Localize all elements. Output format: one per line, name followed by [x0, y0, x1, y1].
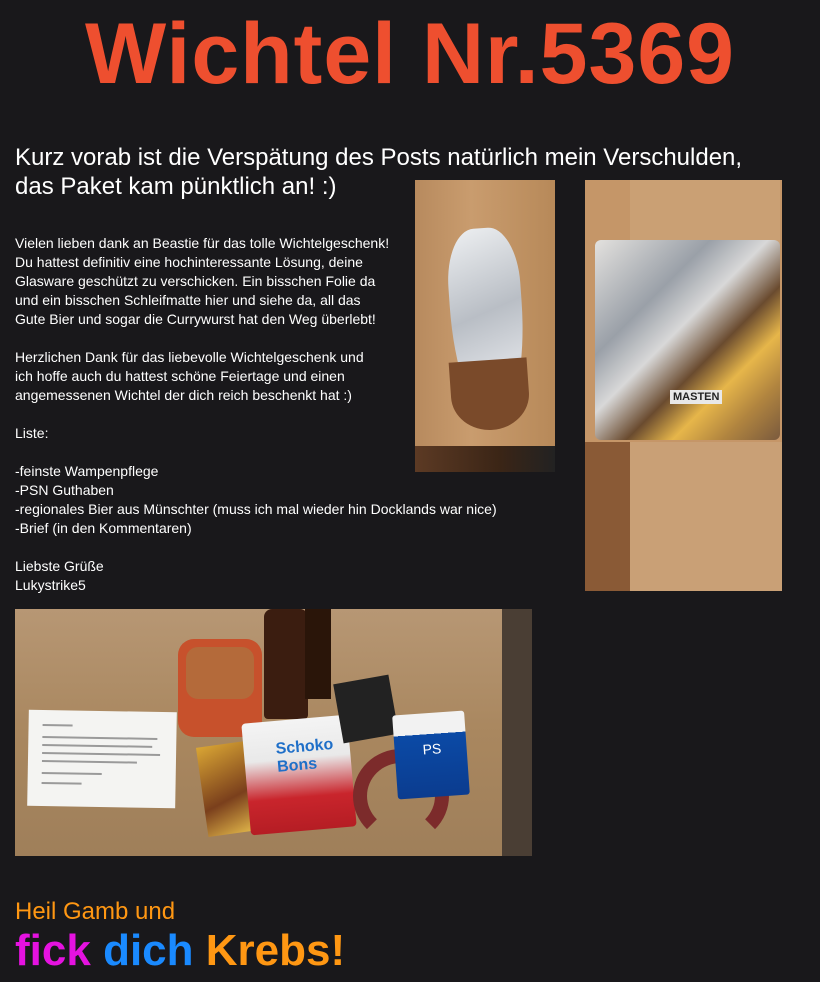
list-item: -feinste Wampenpflege: [15, 463, 159, 479]
photo-open-box: [585, 180, 782, 591]
paragraph-wishes: Herzlichen Dank für das liebevolle Wichtelgeschenk und ich hoffe auch du hattest schöne Feiertage und einen angemessenen Wichtel der dich reich beschenkt hat :): [15, 349, 364, 403]
jar-contents: [186, 647, 254, 699]
beer-bottle: [264, 609, 308, 719]
list-item: -PSN Guthaben: [15, 482, 114, 498]
list-item: -Brief (in den Kommentaren): [15, 520, 192, 536]
gift-list: [15, 462, 535, 538]
closing: Liebste Grüße: [15, 558, 104, 574]
beer-bottle-2: [305, 609, 331, 699]
photo-wrapped-bag: [415, 180, 555, 472]
floor-tile: [585, 442, 630, 591]
footer-line-2: [15, 925, 345, 977]
psn-gift-card: PS: [392, 711, 470, 800]
page-title: Wichtel Nr.5369: [85, 6, 735, 102]
paragraph-thanks: Vielen lieben dank an Beastie für das tolle Wichtelgeschenk! Du hattest definitiv eine hochinteressante Lösung, deine Glasware geschützt zu verschicken. Ein bisschen Folie da und ein bisschen Schleifmatte hier und siehe da, all das Gute Bier und sogar die Currywurst hat den Weg überlebt!: [15, 235, 390, 327]
floor-tile: [415, 446, 555, 472]
footer-line-1: Heil Gamb und: [15, 898, 176, 925]
box-contents: [595, 240, 780, 440]
footer-word-1: fick: [15, 926, 91, 975]
sanding-mat: [449, 357, 532, 432]
shadow: [502, 609, 532, 856]
kinder-schoko-bons: Schoko Bons: [241, 715, 356, 836]
sausage-pack: [333, 675, 399, 744]
intro-line-2: das Paket kam pünktlich an! :): [15, 173, 337, 200]
list-item: -regionales Bier aus Münschter (muss ich mal wieder hin Docklands war nice): [15, 501, 497, 517]
letter: [27, 710, 177, 809]
box-flap-bottom: [630, 442, 782, 591]
list-heading: Liste:: [15, 425, 49, 441]
footer-word-3: Krebs!: [205, 926, 346, 975]
box-label: MASTEN: [670, 390, 722, 404]
signature: Lukystrike5: [15, 577, 86, 593]
intro-line-1: Kurz vorab ist die Verspätung des Posts natürlich mein Verschulden,: [15, 144, 743, 171]
footer-word-2: dich: [103, 926, 194, 975]
photo-gifts-on-table: [15, 609, 532, 856]
